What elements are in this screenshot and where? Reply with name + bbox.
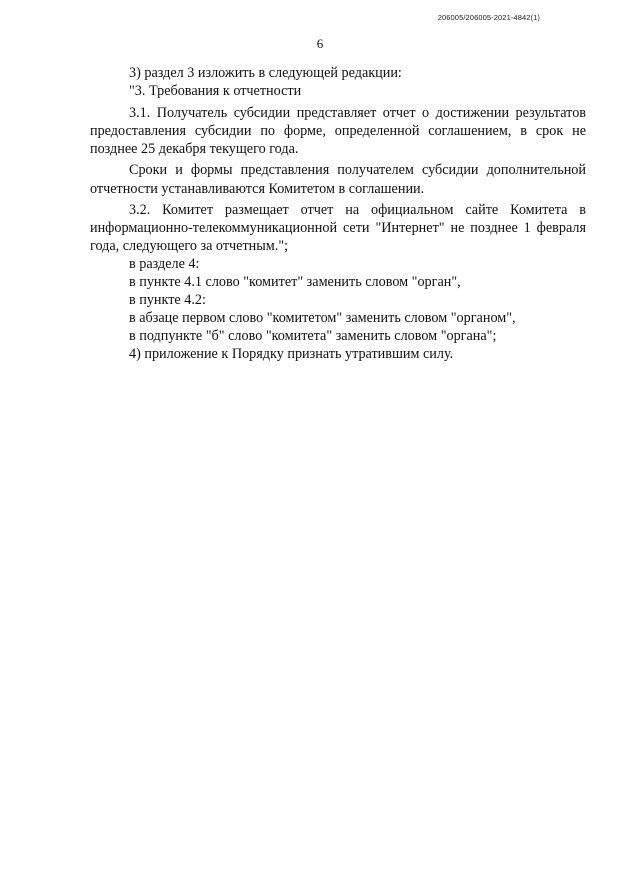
page-number: 6	[316, 36, 324, 51]
document-body	[90, 64, 586, 364]
document-id: 206005/206005-2021-4842(1)	[437, 13, 540, 22]
paragraph-3-2: 3.2. Комитет размещает отчет на официальном сайте Комитета в информационно-телекоммуникационной сети "Интернет" не позднее 1 февраля года, следующего за отчетным.";	[90, 201, 586, 254]
paragraph-3-1: 3.1. Получатель субсидии представляет отчет о достижении результатов предоставления субсидии по форме, определенной соглашением, в срок не позднее 25 декабря текущего года.	[90, 105, 586, 158]
paragraph-appendix: 4) приложение к Порядку признать утратившим силу.	[129, 346, 454, 363]
paragraph-first-abzac: в абзаце первом слово "комитетом" заменить словом "органом",	[129, 310, 516, 327]
paragraph-item-4-2: в пункте 4.2:	[129, 292, 206, 309]
paragraph-section-4: в разделе 4:	[129, 255, 200, 272]
paragraph-item-4-1: в пункте 4.1 слово "комитет" заменить словом "орган",	[129, 274, 461, 291]
paragraph-section-3-intro: 3) раздел 3 изложить в следующей редакции:	[129, 65, 402, 81]
paragraph-subitem-b: в подпункте "б" слово "комитета" заменить словом "органа";	[129, 328, 497, 345]
paragraph-section-3-title: "3. Требования к отчетности	[129, 83, 302, 100]
paragraph-additional-reporting: Сроки и формы представления получателем субсидии дополнительной отчетности устанавливаются Комитетом в соглашении.	[90, 162, 586, 197]
